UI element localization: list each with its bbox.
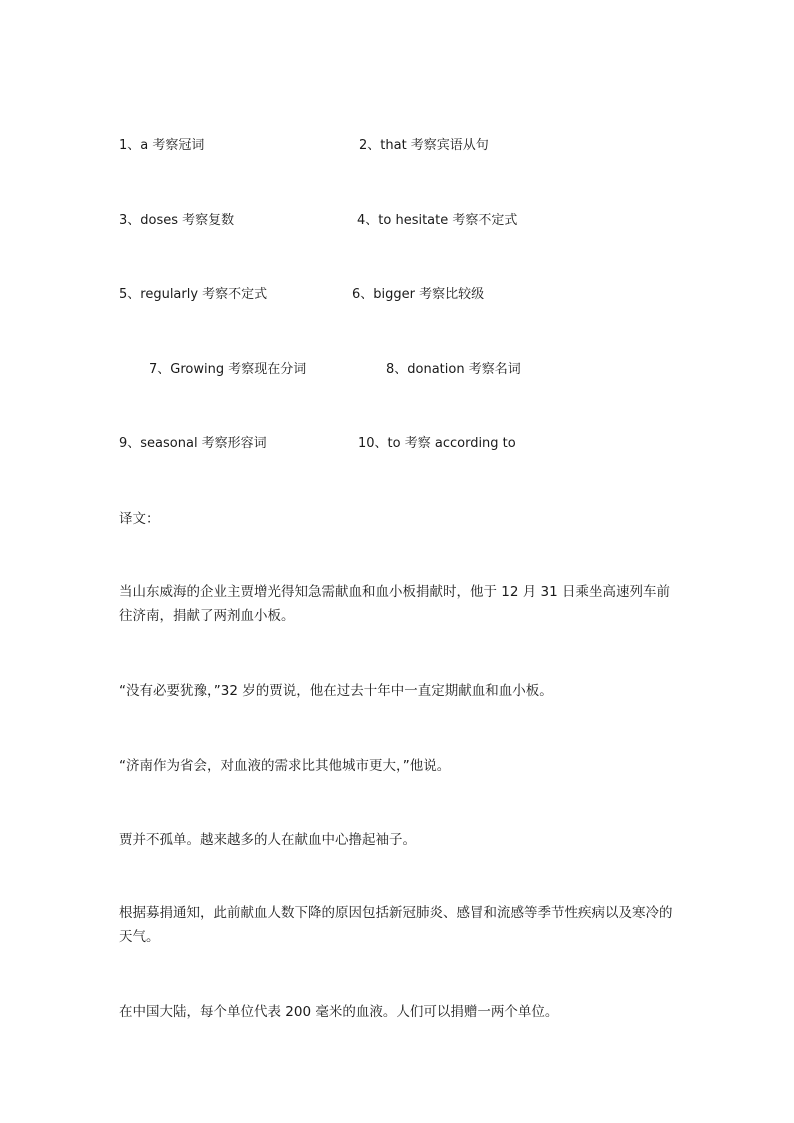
answer-item-7: 7、Growing 考察现在分词	[149, 362, 307, 377]
translation-paragraph: “济南作为省会，对血液的需求比其他城市更大，”他说。	[119, 758, 451, 774]
translation-heading: 译文：	[119, 511, 160, 527]
translation-paragraph: “没有必要犹豫，”32 岁的贾说，他在过去十年中一直定期献血和血小板。	[119, 683, 553, 699]
answer-item-8: 8、donation 考察名词	[386, 362, 521, 377]
answer-item-6: 6、bigger 考察比较级	[352, 287, 485, 302]
answer-item-5: 5、regularly 考察不定式	[119, 287, 268, 302]
translation-paragraph: 贾并不孤单。越来越多的人在献血中心撸起袖子。	[119, 832, 416, 848]
translation-paragraph: 在中国大陆，每个单位代表 200 毫米的血液。人们可以捐赠一两个单位。	[119, 1004, 559, 1020]
answer-item-10: 10、to 考察 according to	[358, 436, 516, 451]
answer-item-9: 9、seasonal 考察形容词	[119, 436, 267, 451]
translation-paragraph: 当山东威海的企业主贾增光得知急需献血和血小板捐献时，他于 12 月 31 日乘坐高速列车前往济南，捐献了两剂血小板。	[119, 584, 671, 624]
answer-item-1: 1、a 考察冠词	[119, 138, 205, 153]
answer-item-2: 2、that 考察宾语从句	[359, 138, 489, 153]
answer-item-4: 4、to hesitate 考察不定式	[357, 213, 518, 228]
translation-paragraph: 根据募捐通知，此前献血人数下降的原因包括新冠肺炎、感冒和流感等季节性疾病以及寒冷的天气。	[119, 905, 673, 945]
answer-item-3: 3、doses 考察复数	[119, 213, 235, 228]
